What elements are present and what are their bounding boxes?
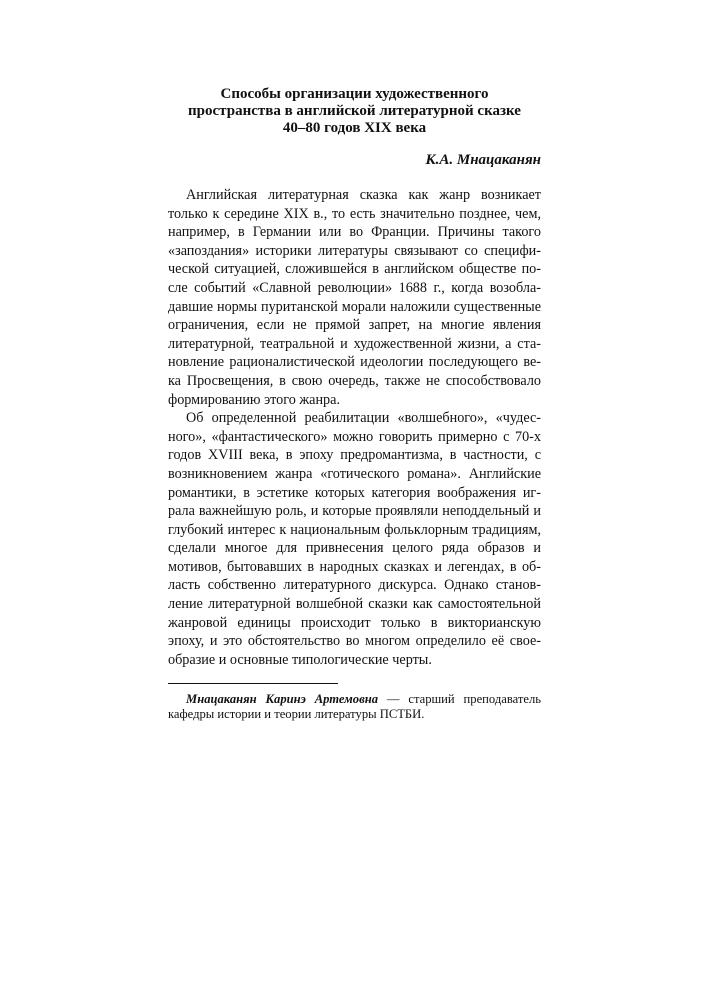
title-line-1: Способы организации художественного xyxy=(220,86,489,102)
title-line-3: 40–80 годов XIX века xyxy=(282,120,427,136)
footnote-author-name: Мнацаканян Каринэ Артемовна xyxy=(186,692,379,707)
footnote-text: — старший преподаватель кафедры истории и теории литературы ПСТБИ. xyxy=(168,692,542,722)
footnote-divider xyxy=(168,683,338,684)
footnote xyxy=(168,692,541,722)
article-body xyxy=(168,186,541,669)
document-page xyxy=(168,86,541,722)
paragraph-2: Об определенной реабилитации «волшебного», «чудесного», «фантастического» можно говорить примерно с 70-х годов XVIII века, в эпоху предромантизма, в частности, с возникновением жанра «готического романа». Английские романтики, в эстетике которых категория воображения играла важнейшую роль, и которые проявляли неподдельный и глубокий интерес к национальным фольклорным традициям, сделали многое для привнесения целого ряда образов и мотивов, бытовавших в народных сказках и легендах, в область собственно литературного дискурса. Однако становление литературной волшебной сказки как самостоятельной жанровой единицы происходит только в викторианскую эпоху, и это обстоятельство во многом определило её своеобразие и основные типологические черты. xyxy=(168,410,541,668)
article-title xyxy=(168,86,541,137)
title-line-2: пространства в английской литературной сказке xyxy=(188,103,521,119)
paragraph-1: Английская литературная сказка как жанр возникает только к середине XIX в., то есть значительно позднее, чем, например, в Германии или во Франции. Причины такого «запоздания» историки литературы связывают со специфической ситуацией, сложившейся в английском обществе после событий «Славной революции» 1688 г., когда возобладавшие нормы пуританской морали наложили существенные ограничения, если не прямой запрет, на многие явления литературной, театральной и художественной жизни, а становление рационалистической идеологии последующего века Просвещения, в свою очередь, также не способствовало формированию этого жанра. xyxy=(168,187,541,408)
article-author: К.А. Мнацаканян xyxy=(425,152,541,168)
